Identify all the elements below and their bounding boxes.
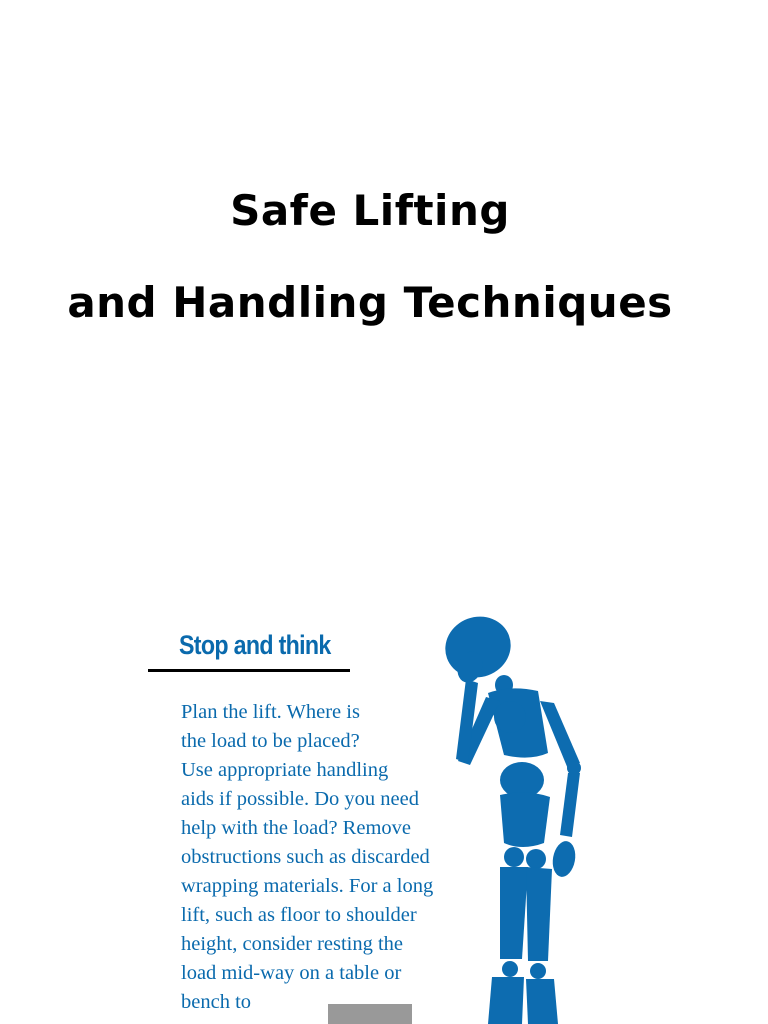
- body-line: bench to: [181, 991, 252, 1013]
- heading-underline: [148, 669, 350, 672]
- body-line: Plan the lift. Where is: [181, 701, 360, 723]
- body-line: lift, such as floor to shoulder: [181, 904, 417, 926]
- body-line: obstructions such as discarded: [181, 846, 430, 868]
- body-line: load mid-way on a table or: [181, 962, 402, 984]
- body-line: aids if possible. Do you need: [181, 788, 419, 810]
- body-line: the load to be placed?: [181, 730, 360, 752]
- thinking-mannequin-figure-icon: [430, 605, 600, 1024]
- body-line: help with the load? Remove: [181, 817, 411, 839]
- body-line: height, consider resting the: [181, 933, 404, 955]
- document-title-line-2: and Handling Techniques: [67, 278, 673, 327]
- section-heading: Stop and think: [179, 630, 331, 660]
- body-line: Use appropriate handling: [181, 759, 389, 781]
- document-title-line-1: Safe Lifting: [230, 186, 510, 235]
- body-line: wrapping materials. For a long: [181, 875, 434, 897]
- gray-placeholder-block: [328, 1004, 412, 1024]
